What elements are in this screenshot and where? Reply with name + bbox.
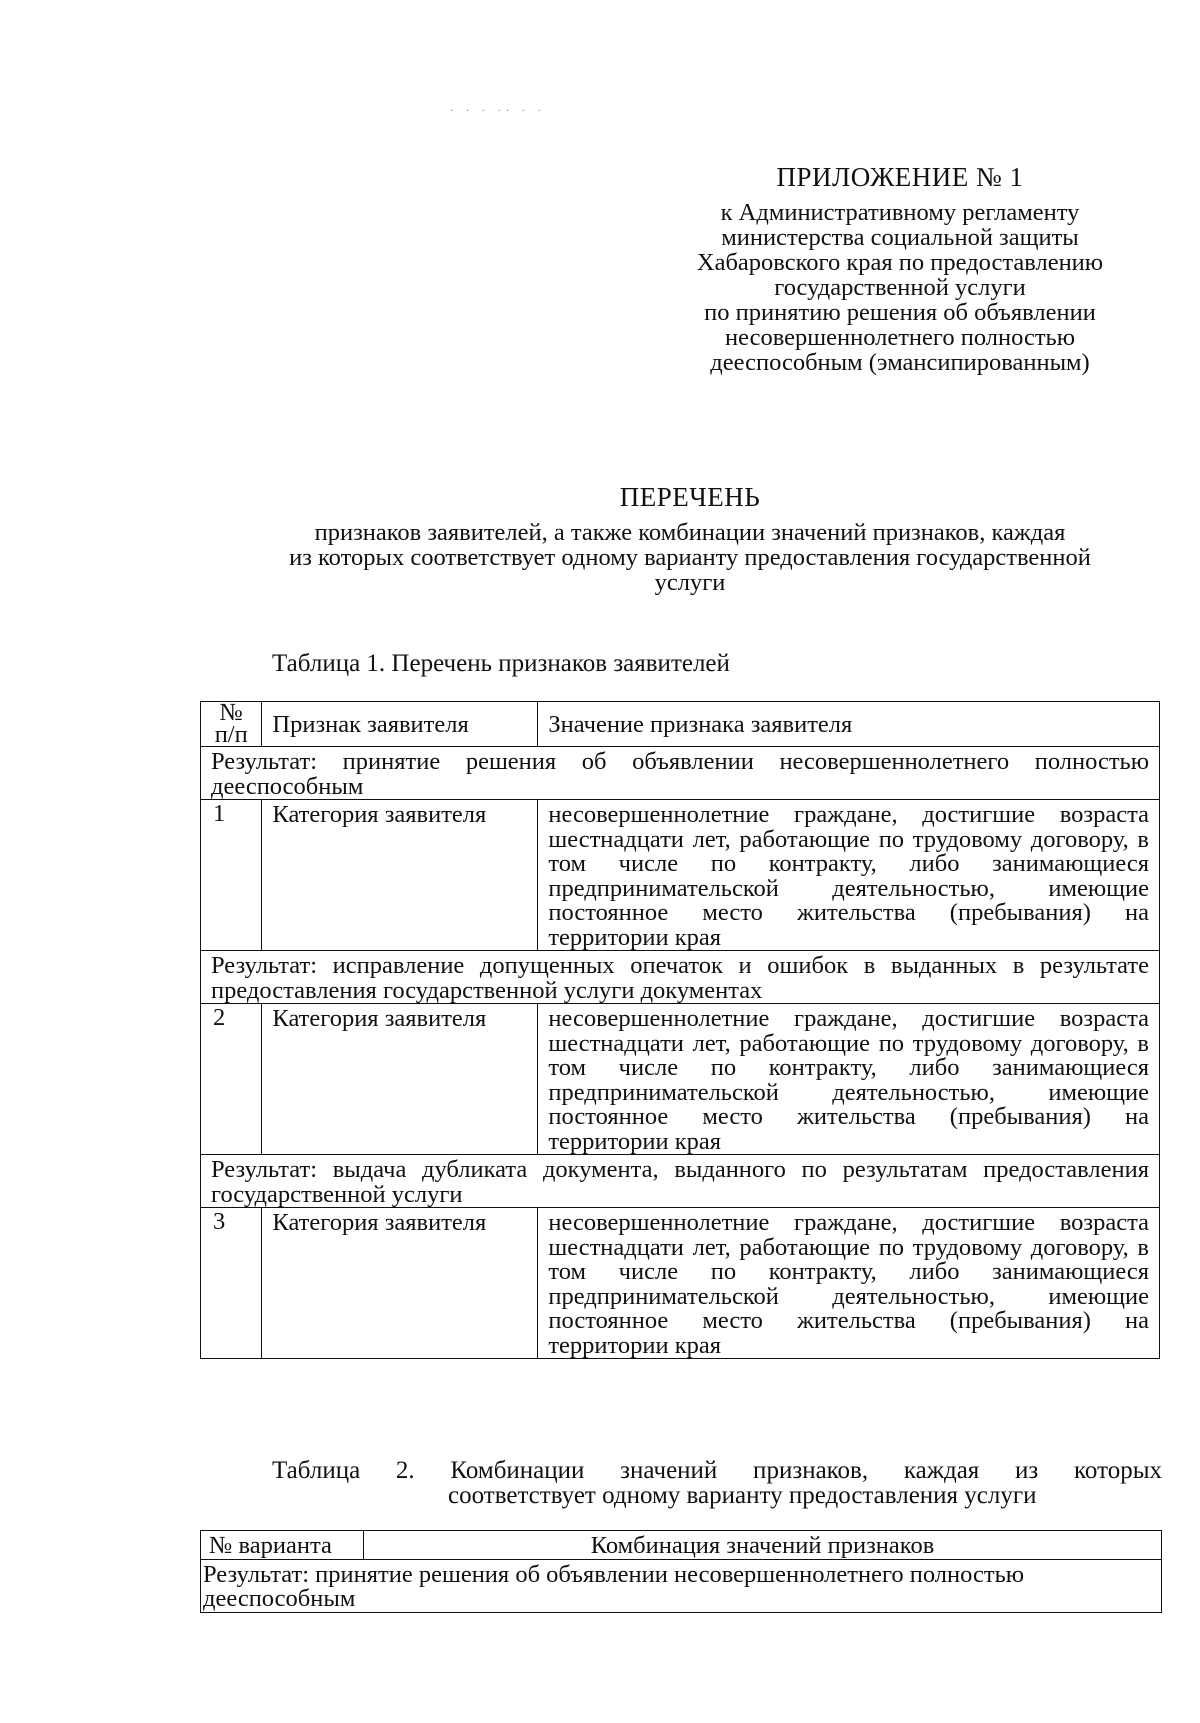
table1-caption: Таблица 1. Перечень признаков заявителей: [272, 650, 730, 677]
row-sign: Категория заявителя: [262, 1004, 538, 1155]
list-heading: ПЕРЕЧЕНЬ: [619, 482, 761, 512]
row-sign: Категория заявителя: [262, 800, 538, 951]
table2-caption: [272, 1458, 1162, 1508]
result-text: Результат: исправление допущенных опечаток и ошибок в выданных в результате предоставления государственной услуги документах: [201, 951, 1160, 1004]
result-text: Результат: принятие решения об объявлении несовершеннолетнего полностью дееспособным: [201, 1559, 1162, 1612]
table2-header-row: [201, 1531, 1162, 1560]
header-value: Значение признака заявителя: [538, 702, 1160, 747]
table2-caption-line1: Таблица 2. Комбинации значений признаков, каждая из которых: [272, 1457, 1162, 1484]
appendix-block: [640, 162, 1160, 375]
header-variant: № варианта: [201, 1531, 364, 1560]
row-num: 1: [201, 800, 262, 951]
scan-specks: · · · ·· · ·: [450, 106, 546, 117]
table-row: [201, 1004, 1160, 1155]
appendix-line: дееспособным (эмансипированным): [710, 349, 1090, 376]
appendix-heading: ПРИЛОЖЕНИЕ № 1: [776, 162, 1024, 192]
row-value: несовершеннолетние граждане, достигшие возраста шестнадцати лет, работающие по трудовому договору, в том числе по контракту, либо занимающиеся предпринимательской деятельностью, имеющие постоянное место жительства (пребывания) на территории края: [538, 1004, 1160, 1155]
applicant-signs-table: [200, 701, 1160, 1359]
appendix-line: несовершеннолетнего полностью: [724, 324, 1076, 351]
row-value: несовершеннолетние граждане, достигшие возраста шестнадцати лет, работающие по трудовому договору, в том числе по контракту, либо занимающиеся предпринимательской деятельностью, имеющие постоянное место жительства (пребывания) на территории края: [538, 1208, 1160, 1359]
row-sign: Категория заявителя: [262, 1208, 538, 1359]
header-num: № п/п: [201, 702, 262, 747]
appendix-line: Хабаровского края по предоставлению: [696, 249, 1104, 276]
list-subtitle-line: услуги: [654, 569, 726, 596]
result-row: [201, 747, 1160, 800]
header-combination: Комбинация значений признаков: [364, 1531, 1162, 1560]
result-text: Результат: выдача дубликата документа, выданного по результатам предоставления государственной услуги: [201, 1155, 1160, 1208]
appendix-line: по принятию решения об объявлении: [704, 299, 1096, 326]
table2-caption-line2: соответствует одному варианту предоставления услуги: [448, 1482, 1037, 1509]
row-num: 3: [201, 1208, 262, 1359]
table1-header-row: [201, 702, 1160, 747]
result-row: [201, 951, 1160, 1004]
list-subtitle-line: признаков заявителей, а также комбинации значений признаков, каждая: [314, 519, 1066, 546]
result-text: Результат: принятие решения об объявлении несовершеннолетнего полностью дееспособным: [201, 747, 1160, 800]
row-num: 2: [201, 1004, 262, 1155]
list-subtitle-line: из которых соответствует одному варианту предоставления государственной: [289, 544, 1091, 571]
header-sign: Признак заявителя: [262, 702, 538, 747]
row-value: несовершеннолетние граждане, достигшие возраста шестнадцати лет, работающие по трудовому договору, в том числе по контракту, либо занимающиеся предпринимательской деятельностью, имеющие постоянное место жительства (пребывания) на территории края: [538, 800, 1160, 951]
combinations-table: [200, 1530, 1162, 1613]
list-title-block: [210, 482, 1170, 595]
result-row: [201, 1559, 1162, 1612]
appendix-line: к Административному регламенту: [720, 199, 1080, 226]
result-row: [201, 1155, 1160, 1208]
table-row: [201, 800, 1160, 951]
table-row: [201, 1208, 1160, 1359]
appendix-line: министерства социальной защиты: [721, 224, 1079, 251]
appendix-line: государственной услуги: [774, 274, 1026, 301]
